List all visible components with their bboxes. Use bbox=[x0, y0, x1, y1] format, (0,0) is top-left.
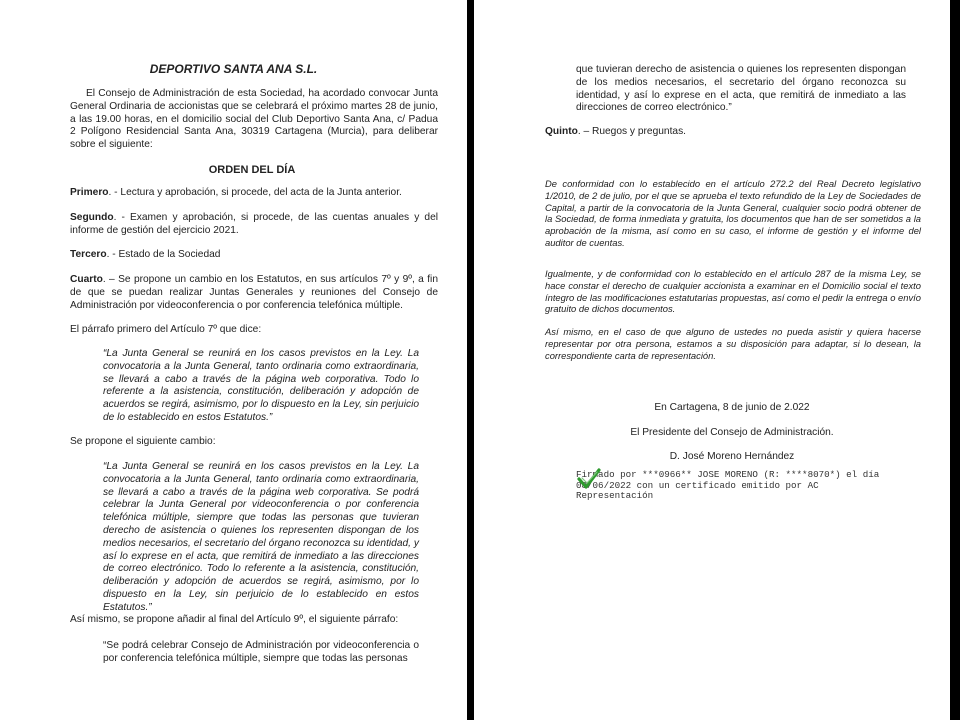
item-primero bbox=[70, 187, 438, 200]
cargo-presidente: El Presidente del Consejo de Administración. bbox=[630, 427, 834, 438]
item-cuarto bbox=[70, 274, 438, 312]
item-quinto bbox=[545, 126, 905, 139]
articulo9-intro: Así mismo, se propone añadir al final del Artículo 9º, el siguiente párrafo: bbox=[70, 614, 399, 625]
primero-label: Primero bbox=[70, 187, 109, 198]
document-page-left bbox=[0, 0, 467, 720]
company-title: DEPORTIVO SANTA ANA S.L. bbox=[149, 62, 318, 76]
item-tercero bbox=[70, 249, 438, 262]
lugar-fecha: En Cartagena, 8 de junio de 2.022 bbox=[654, 402, 810, 413]
nombre-presidente: D. José Moreno Hernández bbox=[669, 451, 795, 462]
cuarto-label: Cuarto bbox=[70, 274, 103, 285]
firma-linea-1: Firmado por ***0966** JOSE MORENO (R: ****8070*) el día bbox=[576, 469, 880, 480]
articulo7-intro: El párrafo primero del Artículo 7º que dice: bbox=[70, 324, 262, 335]
segundo-text: . - Examen y aprobación, si procede, de las cuentas anuales y del informe de gestión del ejercicio 2021. bbox=[70, 212, 438, 236]
quote-articulo7-original: “La Junta General se reunirá en los casos previstos en la Ley. La convocatoria a la Junta General, tanto ordinaria como extraordinaria, se llevará a cabo a través de la página web corporativa. Todo lo referente a la asistencia, constitución, deliberación y adopción de acuerdos se regirá, asimismo, por lo dispuesto en la Ley, sin perjuicio de lo establecido en estos Estatutos.” bbox=[103, 348, 419, 423]
representacion-paragraph: Así mismo, en el caso de que alguno de ustedes no pueda asistir y quiera hacerse representar por otra persona, estamos a su disposición para adaptar, si lo desean, la correspondiente carta de representación. bbox=[545, 326, 921, 361]
tercero-text: . - Estado de la Sociedad bbox=[106, 249, 221, 260]
cuarto-text: . – Se propone un cambio en los Estatutos, en sus artículos 7º y 9º, a fin de que se puedan realizar Juntas Generales y reuniones del Consejo de Administración por videoconferencia o por conferencia telefónica múltiple. bbox=[70, 274, 438, 311]
primero-text: . - Lectura y aprobación, si procede, del acta de la Junta anterior. bbox=[108, 187, 402, 198]
firma-linea-2: 08/06/2022 con un certificado emitido por AC bbox=[576, 479, 819, 491]
tercero-label: Tercero bbox=[70, 249, 107, 260]
signature-check-icon bbox=[577, 466, 601, 490]
segundo-label: Segundo bbox=[70, 212, 114, 223]
quinto-text: . – Ruegos y preguntas. bbox=[577, 126, 686, 137]
quote-articulo7-propuesto: “La Junta General se reunirá en los casos previstos en la Ley. La convocatoria a la Junta General, tanto ordinaria como extraordinaria, se llevará a cabo a través de la página web corporativa. Se podrá celebrar la Junta General por videoconferencia o por conferencia telefónica múltiple, siempre que todas las personas que tuvieran derecho de asistencia o quienes los representen dispongan de los medios necesarios, el secretario del órgano reconozca su identidad, y así lo exprese en el acta, que remitirá de inmediato a las direcciones de correo electrónico. Todo lo referente a la asistencia, constitución, deliberación y adopción de acuerdos se regirá, asimismo, por lo dispuesto en la Ley, sin perjuicio de lo establecido en estos Estatutos.” bbox=[103, 461, 419, 613]
conformidad-articulo-272: De conformidad con lo establecido en el artículo 272.2 del Real Decreto legislativo 1/2010, de 2 de julio, por el que se aprueba el texto refundido de la Ley de Sociedades de Capital, a partir de la convocatoria de la Junta General, cualquier socio podrá obtener de la Sociedad, de forma inmediata y gratuita, los documentos que han de ser sometidos a la aprobación de la misma, así como en su caso, el informe de gestión y el informe del auditor de cuentas. bbox=[545, 178, 921, 248]
quote-articulo9-start: “Se podrá celebrar Consejo de Administración por videoconferencia o por conferencia telefónica múltiple, siempre que todas las personas bbox=[103, 640, 419, 664]
orden-del-dia-heading: ORDEN DEL DÍA bbox=[208, 164, 296, 176]
quinto-label: Quinto bbox=[545, 126, 578, 137]
item-segundo bbox=[70, 212, 438, 238]
cambio-intro: Se propone el siguiente cambio: bbox=[70, 436, 216, 447]
firma-linea-3: Representación bbox=[576, 490, 654, 502]
intro-paragraph: El Consejo de Administración de esta Sociedad, ha acordado convocar Junta General Ordinaria de accionistas que se celebrará el próximo martes 28 de junio, a las 19.00 horas, en el domicilio social del Club Deportivo Santa Ana, c/ Padua 2 Polígono Residencial Santa Ana, 30319 Cartagena (Murcia), para deliberar sobre el siguiente: bbox=[70, 88, 438, 151]
document-page-right bbox=[474, 0, 950, 720]
firma-digital bbox=[576, 470, 946, 502]
quote-articulo9-continued: que tuvieran derecho de asistencia o quienes los representen dispongan de los medios necesarios, el secretario del órgano reconozca su identidad, y así lo exprese en el acta, que remitirá de inmediato a las direcciones de correo electrónico.” bbox=[576, 64, 906, 114]
conformidad-articulo-287: Igualmente, y de conformidad con lo establecido en el artículo 287 de la misma Ley, se hace constar el derecho de cualquier accionista a examinar en el Domicilio social el texto íntegro de las modificaciones estatutarias propuestas, así como el pedir la entrega o envío gratuito de dichos documentos. bbox=[545, 268, 921, 315]
